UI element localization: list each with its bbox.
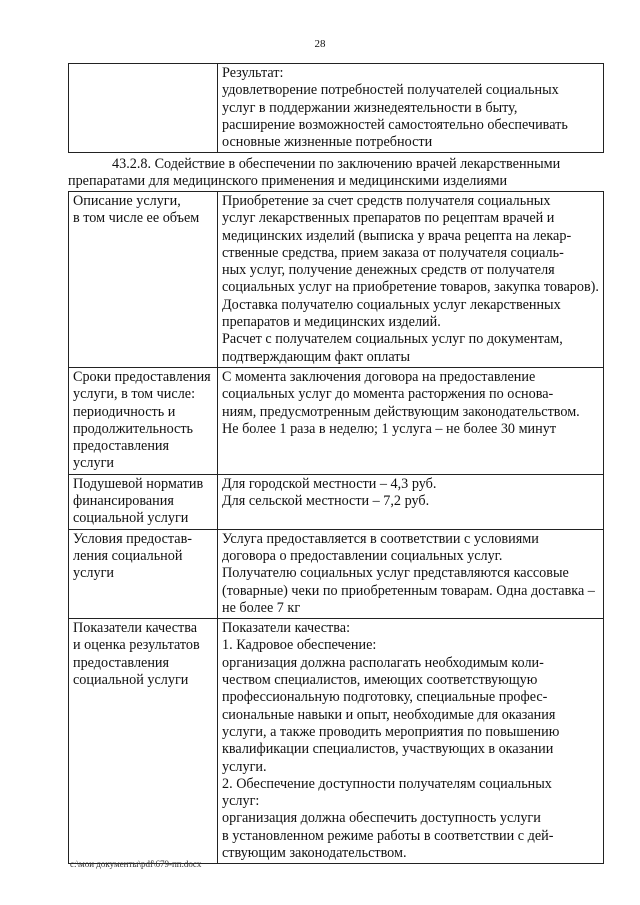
table-row <box>69 619 604 864</box>
text-line: С момента заключения договора на предоставление <box>222 368 536 385</box>
empty-label-cell <box>69 64 218 153</box>
label-line: услуги <box>73 565 114 582</box>
heading-line: препаратами для медицинского применения и медицинскими изделиями <box>68 173 508 190</box>
label-line: ления социальной <box>73 547 183 564</box>
label-line: социальной услуги <box>73 510 189 527</box>
label-line: в том числе ее объем <box>73 210 200 227</box>
footer-file-path: c:\мои документы\pdf\679-пп.docx <box>70 859 202 869</box>
table-row <box>69 64 604 153</box>
text-line: услуги. <box>222 758 267 775</box>
text-line: социальных услуг на приобретение товаров, закупка товаров). <box>222 279 599 296</box>
service-table <box>68 191 604 864</box>
text-line: не более 7 кг <box>222 599 301 616</box>
text-line: ственные средства, прием заказа от получателя социаль- <box>222 244 564 261</box>
text-line: в установленном режиме работы в соответствии с дей- <box>222 827 554 844</box>
text-line: ных услуг, получение денежных средств от получателя <box>222 262 555 279</box>
row-content-cell <box>218 529 604 618</box>
label-line: периодичность и <box>73 403 176 420</box>
label-line: финансирования <box>73 493 174 510</box>
section-heading <box>68 156 604 191</box>
text-line: удовлетворение потребностей получателей социальных <box>222 82 559 99</box>
text-line: сиональные навыки и опыт, необходимые для оказания <box>222 706 556 723</box>
heading-line: 43.2.8. Содействие в обеспечении по заключению врачей лекарственными <box>112 156 561 172</box>
text-line: Показатели качества: <box>222 620 351 637</box>
label-line: предоставления <box>73 654 170 671</box>
text-line: Услуга предоставляется в соответствии с условиями <box>222 530 539 547</box>
text-line: 2. Обеспечение доступности получателям социальных <box>222 775 552 792</box>
row-content-cell <box>218 474 604 529</box>
text-line: медицинских изделий (выписка у врача рецепта на лекар- <box>222 227 572 244</box>
text-line: Приобретение за счет средств получателя социальных <box>222 193 551 209</box>
text-line: Для городской местности – 4,3 руб. <box>222 475 437 492</box>
row-content-cell <box>218 192 604 368</box>
text-line: Расчет с получателем социальных услуг по документам, <box>222 331 563 348</box>
text-line: услуги, а также проводить мероприятия по повышению <box>222 723 560 740</box>
text-line: Для сельской местности – 7,2 руб. <box>222 493 430 510</box>
text-line: услуг в поддержании жизнедеятельности в быту, <box>222 99 518 116</box>
label-line: Сроки предоставления <box>73 368 211 385</box>
table-row <box>69 474 604 529</box>
row-content-cell <box>218 367 604 474</box>
label-line: Показатели качества <box>73 620 198 637</box>
text-line: чеством специалистов, имеющих соответствующую <box>222 672 538 689</box>
label-line: Описание услуги, <box>73 193 181 209</box>
text-line: организация должна обеспечить доступность услуги <box>222 810 541 827</box>
table-row <box>69 192 604 368</box>
row-label-cell <box>69 529 218 618</box>
text-line: социальных услуг до момента расторжения по основа- <box>222 386 554 403</box>
row-label-cell <box>69 619 218 864</box>
text-line: подтверждающим факт оплаты <box>222 348 411 365</box>
continuation-table <box>68 63 604 153</box>
label-line: услуги <box>73 455 114 472</box>
text-line: основные жизненные потребности <box>222 134 433 151</box>
label-line: услуги, в том числе: <box>73 386 196 403</box>
text-line: услуг лекарственных препаратов по рецептам врачей и <box>222 210 555 227</box>
label-line: продолжительность <box>73 420 194 437</box>
label-line: Подушевой норматив <box>73 475 204 492</box>
text-line: 1. Кадровое обеспечение: <box>222 637 377 654</box>
label-line: и оценка результатов <box>73 637 200 654</box>
row-label-cell <box>69 474 218 529</box>
text-line: препаратов и медицинских изделий. <box>222 314 441 331</box>
page-number: 28 <box>314 38 326 50</box>
text-line: расширение возможностей самостоятельно обеспечивать <box>222 116 568 133</box>
text-line: договора о предоставлении социальных услуг. <box>222 547 503 564</box>
text-line: услуг: <box>222 793 260 810</box>
text-line: организация должна располагать необходимым коли- <box>222 654 544 671</box>
text-line: (товарные) чеки по приобретенным товарам. Одна доставка – <box>222 582 595 599</box>
text-line: ниям, предусмотренным действующим законодательством. <box>222 403 580 420</box>
text-line: профессиональную подготовку, специальные профес- <box>222 689 548 706</box>
text-line: Получателю социальных услуг представляются кассовые <box>222 565 569 582</box>
row-label-cell <box>69 367 218 474</box>
label-line: социальной услуги <box>73 672 189 689</box>
text-line: Доставка получателю социальных услуг лекарственных <box>222 296 561 313</box>
table-row <box>69 367 604 474</box>
text-line: ствующим законодательством. <box>222 844 407 861</box>
row-content-cell <box>218 619 604 864</box>
table-row <box>69 529 604 618</box>
result-cell <box>218 64 604 153</box>
text-line: квалификации специалистов, участвующих в оказании <box>222 741 554 758</box>
result-label: Результат: <box>222 65 284 81</box>
label-line: предоставления <box>73 438 170 455</box>
text-line: Не более 1 раза в неделю; 1 услуга – не более 30 минут <box>222 420 557 437</box>
row-label-cell <box>69 192 218 368</box>
label-line: Условия предостав- <box>73 530 193 547</box>
